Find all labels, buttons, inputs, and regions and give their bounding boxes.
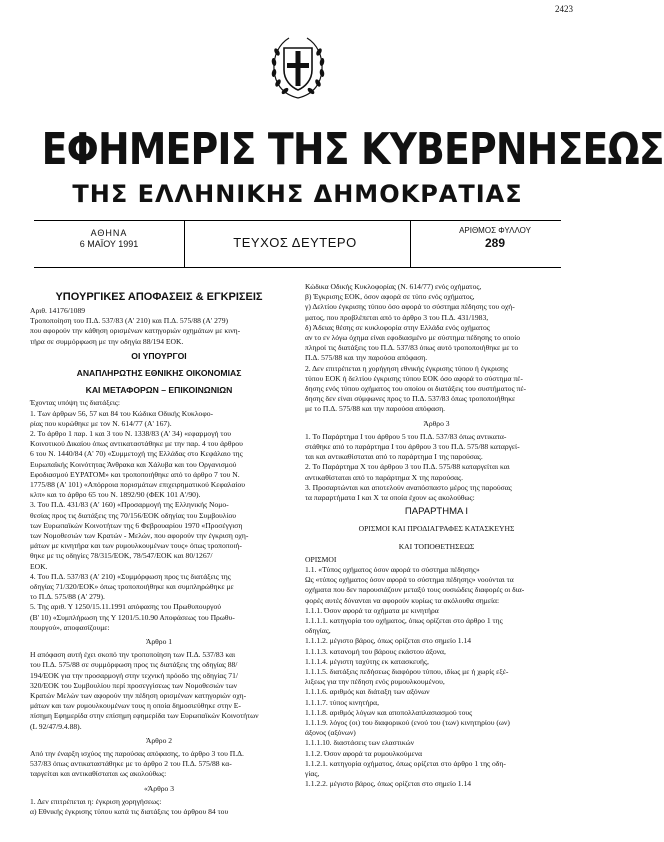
text-line: Ως «τύπος οχήματος όσον αφορά το σύστημα πέδησης» νοούνται τα — [305, 575, 514, 585]
header-divider — [184, 221, 185, 267]
text-line: τα παραρτήματα Ι και Χ τα οποία έχουν ως ακολούθως: — [305, 493, 475, 502]
text-line: Π.Δ. 575/88 και την παρούσα απόφαση. — [305, 353, 428, 363]
text-line: ταργείται και αντικαθίσταται ως ακολούθως: — [30, 769, 167, 779]
text-line: οδηγίας, — [305, 626, 331, 636]
text-line: 6 του Ν. 1440/84 (Α' 70) «Συμμετοχή της Ελλάδας στο Κεφάλαιο της — [30, 449, 243, 459]
section-title: ΥΠΟΥΡΓΙΚΕΣ ΑΠΟΦΑΣΕΙΣ & ΕΓΚΡΙΣΕΙΣ — [55, 291, 263, 303]
text-line: 1.1.1.2. μέγιστο βάρος, όπως ορίζεται στο σημείο 1.14 — [305, 636, 472, 646]
text-line: Άρθρο 3 — [423, 418, 450, 428]
text-line: ΕΟΚ. — [30, 561, 48, 571]
text-line: ΠΑΡΑΡΤΗΜΑ Ι — [404, 506, 469, 518]
text-line: τύπου ΕΟΚ ή δελτίου έγκρισης τύπου ΕΟΚ όσο αφορά το σύστημα πέ- — [305, 373, 523, 383]
text-line: ΚΑΙ ΜΕΤΑΦΟΡΩΝ – ΕΠΙΚΟΙΝΩΝΙΩΝ — [85, 385, 233, 396]
text-line: του Π.Δ. 575/88 σε συμμόρφωση προς τις διατάξεις της οδηγίας 88/ — [30, 660, 238, 670]
text-line: δ) Άδειας θέσης σε κυκλοφορία στην Ελλάδα ενός οχήματος — [305, 322, 490, 332]
text-line: 1.1.1.6. αριθμός και διάταξη των αξόνων — [305, 687, 430, 697]
text-line: θεσίας προς τις διατάξεις της 70/156/ΕΟΚ οδηγίας του Συμβουλίου — [30, 510, 237, 520]
text-line: 1.1.2.1. κατηγορία οχήματος, όπως ορίζεται στο άρθρο 1 της οδη- — [305, 758, 506, 768]
text-line: των Ευρωπαϊκών Κοινοτήτων της 6 Φεβρουαρίου 1970 «Προσέγγιση — [30, 520, 243, 530]
text-line: που αφορούν την κάθηση ορισμένων κατηγοριών οχημάτων με κινη- — [30, 326, 241, 336]
text-line: Έχοντας υπόψη τις διατάξεις: — [30, 398, 121, 408]
text-line: των Νομοθεσιών των Κρατών - Μελών, που αφορούν την έγκριση οχη- — [30, 531, 249, 540]
text-line: οχήματα που δεν παρουσιάζουν μεταξύ τους ουσιώδεις διαφορές οι δια- — [305, 585, 525, 595]
text-line: 1.1.1.5. διατάξεις πεδήσεως διαφόρου τύπου, ιδίως με ή χωρίς εξέ- — [305, 667, 509, 676]
text-line: ται και αντικαθίσταται από το παράρτημα Ι της παρούσας. — [305, 452, 483, 462]
text-line: ΑΝΑΠΛΗΡΩΤΗΣ ΕΘΝΙΚΗΣ ΟΙΚΟΝΟΜΙΑΣ — [76, 368, 242, 378]
text-line: αντικαθίσταται από το παράρτημα Χ της παρούσας. — [305, 472, 464, 482]
text-line: τήρα σε συμμόρφωση με την οδηγία 88/194 ΕΟΚ. — [30, 336, 184, 346]
text-line: 1.1.1.1. κατηγορία του οχήματος, όπως ορίζεται στο άρθρο 1 της — [305, 616, 503, 625]
text-line: Κρατών Μελών των αφορούν την πέδηση ορισμένων κατηγοριών οχη- — [30, 691, 247, 700]
text-line: α) Εθνικής έγκρισης τύπου κατά τις διατάξεις του άρθρου 84 του — [30, 807, 229, 816]
text-line: θηκε με τις οδηγίες 78/315/ΕΟΚ, 78/547/ΕΟΚ και 80/1267/ — [30, 551, 213, 561]
text-line: 1.1.2.2. μέγιστο βάρος, όπως ορίζεται στο σημείο 1.14 — [305, 779, 472, 789]
text-line: 3. Προσαρτώνται και αποτελούν αναπόσπαστο μέρος της παρούσας — [305, 482, 512, 492]
text-line: 2. Το άρθρο 1 παρ. 1 και 3 του Ν. 1338/83 (Α' 34) «εφαρμογή του — [30, 429, 232, 438]
text-line: 1. Των άρθρων 56, 57 και 84 του Κώδικα Οδικής Κυκλοφο- — [30, 408, 214, 418]
text-line: ΚΑΙ ΤΟΠΟΘΕΤΗΣΕΩΣ — [398, 541, 475, 551]
text-line: λιξεως για την πέδηση ενός ρυμουλκουμένου, — [305, 677, 445, 687]
text-line: Εφοδιασμού ΕΥΡΑΤΟΜ» και τροποποιήθηκε από το άρθρο 7 του Ν. — [30, 469, 240, 479]
newspaper-subtitle: ΤΗΣ ΕΛΛΗΝΙΚΗΣ ΔΗΜΟΚΡΑΤΙΑΣ — [72, 180, 523, 208]
text-line: 1.1.1.10. διαστάσεις των ελαστικών — [305, 738, 415, 748]
text-line: 1.1.1.9. λόγος (οι) του διαφορικού (ενού του (των) κινητηρίου (ων) — [305, 718, 510, 727]
text-line: Τροποποίηση του Π.Δ. 537/83 (Α' 210) και Π.Δ. 575/88 (Α' 279) — [30, 316, 229, 326]
text-line: πίσημη Εφημερίδα στην επίσημη εφημερίδα των Ευρωπαϊκών Κοινοτήτων — [30, 711, 259, 721]
text-line: 537/83 όπως αντικαταστάθηκε με το άρθρο 2 του Π.Δ. 575/88 κα- — [30, 759, 232, 769]
text-line: 2. Δεν επιτρέπεται η χορήγηση εθνικής έγκρισης τύπου ή έγκρισης — [305, 363, 509, 373]
header-divider — [410, 221, 411, 267]
text-line: Από την έναρξη ισχύος της παρούσας απόφασης, το άρθρο 3 του Π.Δ. — [30, 749, 244, 758]
text-line: 1.1. «Τύπος οχήματος όσον αφορά το σύστημα πέδησης» — [305, 565, 480, 574]
text-line: 1.1.1.4. μέγιστη ταχύτης εκ κατασκευής, — [305, 656, 429, 666]
text-line: Κώδικα Οδικής Κυκλοφορίας (Ν. 614/77) ενός οχήματος, — [305, 282, 482, 291]
text-line: αν το εν λόγω όχημα είναι εφοδιασμένο με σύστημα πέδησης το οποίο — [305, 333, 521, 342]
page-number: 2423 — [555, 4, 573, 14]
text-line: 194/ΕΟΚ για την προσαρμογή στην τεχνική πρόοδο της οδηγίας 71/ — [30, 670, 238, 680]
text-line: 1775/88 (Α' 101) «Απόρροια πορισμάτων επιχειρηματικού Κεφαλαίου — [30, 480, 246, 489]
text-line: το Π.Δ. 575/88 (Α' 279). — [30, 592, 105, 602]
sheet-number: 289 — [484, 236, 506, 250]
text-line: 1.1.1.8. αριθμός λόγων και αποπολλαπλασιασμού τους — [305, 707, 473, 717]
text-line: «Άρθρο 3 — [144, 783, 174, 793]
text-line: 4. Του Π.Δ. 537/83 (Α' 210) «Συμμόρφωση προς τις διατάξεις της — [30, 571, 231, 581]
text-line: ματος, που προβλέπεται από το άρθρο 3 του Π.Δ. 431/1983, — [305, 312, 489, 322]
text-line: πουργού», αποφασίζουμε: — [30, 622, 110, 632]
sheet-number-label: ΑΡΙΘΜΟΣ ΦΥΛΛΟΥ — [459, 226, 531, 235]
text-line: με το Π.Δ. 575/88 και την παρούσα απόφαση. — [305, 404, 446, 414]
text-line: μάτων με κινητήρα και των ρυμουλκουμένων τους» όπως τροποποιή- — [30, 541, 242, 551]
text-line: μάτων και των ρυμουλκουμένων τους η οποία δημοσιεύθηκε στην Ε- — [30, 701, 241, 711]
text-line: Αριθ. 14176/1089 — [30, 306, 86, 315]
text-line: β) Έγκρισης ΕΟΚ, όσον αφορά σε τύπο ενός οχήματος, — [305, 292, 475, 302]
text-line: πληροί τις διατάξεις του Π.Δ. 537/83 όπως αυτό τροποποιήθηκε με το — [305, 343, 519, 353]
text-line: δησης δεν είναι σύμφωνες προς το Π.Δ. 537/83 όπως τροποποιήθηκε — [305, 394, 516, 404]
text-line: Η απόφαση αυτή έχει σκοπό την τροποποίηση των Π.Δ. 537/83 και — [30, 650, 236, 660]
text-line: φορές αυτές δύνανται να αφορούν κυρίως τα ακόλουθα σημεία: — [305, 595, 500, 605]
text-line: (L 92/47/9.4.88). — [30, 721, 82, 731]
issue-city: ΑΘΗΝΑ — [90, 228, 128, 238]
text-line: Άρθρο 2 — [145, 735, 173, 745]
text-line: ΟΡΙΣΜΟΙ ΚΑΙ ΠΡΟΔΙΑΓΡΑΦΕΣ ΚΑΤΑΣΚΕΥΗΣ — [358, 524, 515, 534]
text-line: 1. Δεν επιτρέπεται η: έγκριση χορηγήσεως: — [30, 796, 162, 806]
text-line: 5. Της αριθ. Υ 1250/15.11.1991 απόφασης του Πρωθυπουργού — [30, 602, 222, 612]
text-line: Άρθρο 1 — [145, 637, 173, 646]
text-line: (Β' 10) «Συμπλήρωση της Υ 1201/5.10.90 Αποφάσεως του Πρωθυ- — [30, 612, 235, 622]
text-line: άξονος (αξόνων) — [305, 728, 356, 738]
text-line: 1.1.1.7. τύπος κινητήρα, — [305, 697, 379, 707]
text-line: δησης ενός τύπου οχήματος του οποίου οι διατάξεις του συστήματος πέ- — [305, 384, 527, 393]
text-line: Ευρωπαϊκής Κοινότητας Άνθρακα και Χάλυβα και του Οργανισμού — [30, 459, 237, 469]
text-line: Κοινοτικού Δικαίου όπως αντικαταστάθηκε με την παρ. 4 του άρθρου — [30, 439, 243, 449]
issue-date: 6 ΜΑΪΟΥ 1991 — [79, 239, 139, 249]
text-line: 1.1.1. Όσον αφορά τα οχήματα με κινητήρα — [305, 605, 439, 615]
text-line: ΟΙ ΥΠΟΥΡΓΟΙ — [131, 350, 187, 361]
text-line: οδηγίας 71/320/ΕΟΚ» όπως τροποποιήθηκε και συμπληρώθηκε με — [30, 582, 234, 591]
text-line: γ) Δελτίου έγκρισης τύπου όσο αφορά το σύστημα πέδησης του οχή- — [305, 302, 515, 312]
greek-coat-of-arms-icon — [269, 32, 327, 104]
text-line: 1.1.2. Όσον αφορά τα ρυμουλκούμενα — [305, 748, 423, 758]
text-line: 1. Το Παράρτημα Ι του άρθρου 5 του Π.Δ. 537/83 όπως αντικατα- — [305, 431, 507, 441]
issue-series: ΤΕΥΧΟΣ ΔΕΥΤΕΡΟ — [233, 235, 357, 250]
text-line: 1.1.1.3. κατανομή του βάρους εκάστου άξονα, — [305, 646, 446, 656]
text-line: κλπ» και το άρθρο 65 του Ν. 1892/90 (ΦΕΚ 101 Α'/90). — [30, 490, 201, 500]
text-line: 3. Του Π.Δ. 431/83 (Α' 160) «Προσαρμογή της Ελληνικής Νομο- — [30, 500, 229, 510]
text-line: ΟΡΙΣΜΟΙ — [305, 554, 337, 564]
text-line: 320/ΕΟΚ του Συμβουλίου περί προσεγγίσεως των Νομοθεσιών των — [30, 680, 238, 690]
text-line: 2. Το Παράρτημα Χ του άρθρου 3 του Π.Δ. 575/88 καταργείται και — [305, 462, 510, 472]
text-line: ρίας που κυρώθηκε με τον Ν. 614/77 (Α' 167). — [30, 418, 172, 428]
text-line: γίας, — [305, 769, 320, 778]
newspaper-title: ΕΦΗΜΕΡΙΣ ΤΗΣ ΚΥΒΕΡΝΗΣΕΩΣ — [41, 124, 664, 175]
text-line: στάθηκε από το παράρτημα Ι του άρθρου 3 του Π.Δ. 575/88 καταργεί- — [305, 442, 520, 451]
